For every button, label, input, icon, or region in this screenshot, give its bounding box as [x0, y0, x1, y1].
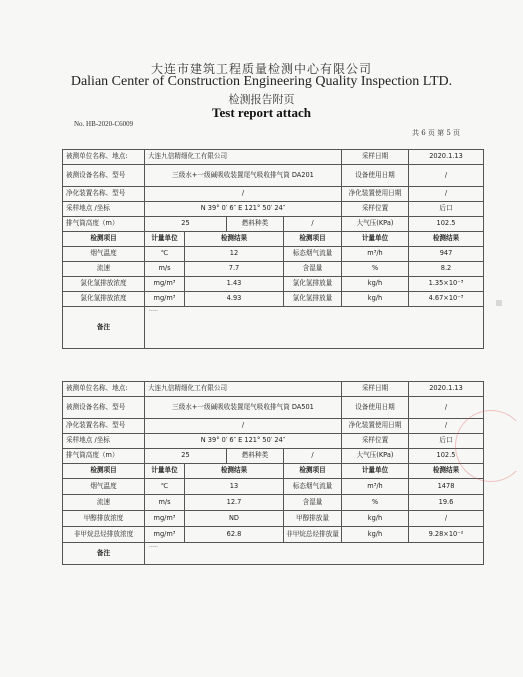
- fuel-label: 燃料种类: [227, 449, 284, 464]
- col-header-result: 检测结果: [185, 232, 284, 247]
- item-result: /: [409, 511, 484, 527]
- pressure-value: 102.5: [409, 217, 484, 232]
- equipment-label: 被测设备名称、型号: [63, 165, 145, 187]
- item-result: 9.28×10⁻²: [409, 527, 484, 543]
- seal-stamp: [455, 410, 523, 482]
- scan-mark: [496, 300, 502, 306]
- pressure-label: 大气压(KPa): [342, 449, 409, 464]
- table-row: [63, 277, 484, 292]
- item-name: 标态烟气流量: [284, 479, 342, 495]
- stack-height-label: 排气筒高度（m）: [63, 449, 145, 464]
- item-result: 1478: [409, 479, 484, 495]
- item-unit: kg/h: [342, 511, 409, 527]
- stack-height-label: 排气筒高度（m）: [63, 217, 145, 232]
- col-header-item: 检测项目: [284, 232, 342, 247]
- item-result: 7.7: [185, 262, 284, 277]
- item-name: 含湿量: [284, 262, 342, 277]
- item-name: 甲醇排放浓度: [63, 511, 145, 527]
- col-header-unit: 计量单位: [342, 464, 409, 479]
- remark-label: 备注: [63, 543, 145, 565]
- col-header-unit: 计量单位: [145, 232, 185, 247]
- organization-name-cn: 大连市建筑工程质量检测中心有限公司: [150, 62, 372, 76]
- remark-value: -----: [145, 543, 484, 565]
- item-name: 烟气温度: [63, 479, 145, 495]
- equipment-date-value: /: [409, 165, 484, 187]
- col-header-unit: 计量单位: [342, 232, 409, 247]
- item-unit: kg/h: [342, 527, 409, 543]
- purifier-date-label: 净化装置使用日期: [342, 187, 409, 202]
- col-header-item: 检测项目: [284, 464, 342, 479]
- test-table-2: [62, 381, 484, 565]
- location-value: N 39° 0′ 6″ E 121° 50′ 24″: [145, 202, 342, 217]
- item-result: 4.67×10⁻³: [409, 292, 484, 307]
- fuel-value: /: [284, 449, 342, 464]
- report-title: Test report attach: [212, 105, 311, 120]
- table-row: [63, 511, 484, 527]
- item-unit: ℃: [145, 479, 185, 495]
- equipment-value: 三级水+一级碱吸收装置尾气吸收排气筒 DA501: [145, 397, 342, 419]
- item-result: 12: [185, 247, 284, 262]
- position-value: 后口: [409, 202, 484, 217]
- company-value: 大连九信精细化工有限公司: [145, 150, 342, 165]
- item-unit: m/s: [145, 495, 185, 511]
- item-unit: mg/m³: [145, 277, 185, 292]
- col-header-item: 检测项目: [63, 232, 145, 247]
- item-unit: %: [342, 262, 409, 277]
- sample-date-value: 2020.1.13: [409, 382, 484, 397]
- item-name: 非甲烷总烃排放量: [284, 527, 342, 543]
- col-header-unit: 计量单位: [145, 464, 185, 479]
- position-label: 采样位置: [342, 202, 409, 217]
- purifier-date-value: /: [409, 187, 484, 202]
- table-row: [63, 479, 484, 495]
- item-name: 含湿量: [284, 495, 342, 511]
- pressure-label: 大气压(KPa): [342, 217, 409, 232]
- sample-date-value: 2020.1.13: [409, 150, 484, 165]
- purifier-value: /: [145, 419, 342, 434]
- item-name: 氯化氢排放量: [284, 292, 342, 307]
- stack-height-value: 25: [145, 217, 227, 232]
- location-label: 采样地点 /坐标: [63, 202, 145, 217]
- col-header-result: 检测结果: [409, 232, 484, 247]
- item-result: 1.43: [185, 277, 284, 292]
- page-indicator: 共 6 页 第 5 页: [412, 129, 461, 137]
- item-name: 烟气温度: [63, 247, 145, 262]
- sample-date-label: 采样日期: [342, 382, 409, 397]
- equipment-label: 被测设备名称、型号: [63, 397, 145, 419]
- table-row: [63, 495, 484, 511]
- test-table-1: [62, 149, 484, 349]
- item-result: 13: [185, 479, 284, 495]
- item-name: 氯化氢排放量: [284, 277, 342, 292]
- col-header-item: 检测项目: [63, 464, 145, 479]
- equipment-date-label: 设备使用日期: [342, 165, 409, 187]
- remark-value: -----: [145, 307, 484, 349]
- table-row: [63, 262, 484, 277]
- item-name: 氯化氢排放浓度: [63, 277, 145, 292]
- item-name: 非甲烷总烃排放浓度: [63, 527, 145, 543]
- company-value: 大连九信精细化工有限公司: [145, 382, 342, 397]
- item-result: 62.8: [185, 527, 284, 543]
- purifier-label: 净化装置名称、型号: [63, 419, 145, 434]
- fuel-value: /: [284, 217, 342, 232]
- equipment-date-label: 设备使用日期: [342, 397, 409, 419]
- stack-height-value: 25: [145, 449, 227, 464]
- item-unit: mg/m³: [145, 511, 185, 527]
- pressure-value: 102.5: [409, 449, 484, 464]
- item-result: 947: [409, 247, 484, 262]
- col-header-result: 检测结果: [409, 464, 484, 479]
- purifier-value: /: [145, 187, 342, 202]
- sample-date-label: 采样日期: [342, 150, 409, 165]
- item-unit: kg/h: [342, 292, 409, 307]
- item-result: 4.93: [185, 292, 284, 307]
- item-result: ND: [185, 511, 284, 527]
- item-name: 标态烟气流量: [284, 247, 342, 262]
- item-unit: mg/m³: [145, 292, 185, 307]
- position-label: 采样位置: [342, 434, 409, 449]
- item-unit: ℃: [145, 247, 185, 262]
- table-row: [63, 527, 484, 543]
- company-label: 被测单位名称、地点:: [63, 382, 145, 397]
- item-name: 流速: [63, 495, 145, 511]
- item-result: 8.2: [409, 262, 484, 277]
- report-subtitle: 检测报告附页: [228, 93, 295, 106]
- item-result: 12.7: [185, 495, 284, 511]
- item-result: 1.35×10⁻³: [409, 277, 484, 292]
- table-row: [63, 247, 484, 262]
- purifier-label: 净化装置名称、型号: [63, 187, 145, 202]
- equipment-value: 三级水+一级碱吸收装置尾气吸收排气筒 DA201: [145, 165, 342, 187]
- position-value: 后口: [409, 434, 484, 449]
- location-label: 采样地点 /坐标: [63, 434, 145, 449]
- item-unit: m/s: [145, 262, 185, 277]
- report-number: No. HB-2020-C6009: [74, 120, 134, 128]
- item-unit: m³/h: [342, 479, 409, 495]
- item-name: 氯化氢排放浓度: [63, 292, 145, 307]
- organization-name-en: Dalian Center of Construction Engineering Quality Inspection LTD.: [70, 74, 453, 89]
- col-header-result: 检测结果: [185, 464, 284, 479]
- remark-label: 备注: [63, 307, 145, 349]
- item-name: 流速: [63, 262, 145, 277]
- item-unit: m³/h: [342, 247, 409, 262]
- item-name: 甲醇排放量: [284, 511, 342, 527]
- item-unit: mg/m³: [145, 527, 185, 543]
- equipment-date-value: /: [409, 397, 484, 419]
- location-value: N 39° 0′ 6″ E 121° 50′ 24″: [145, 434, 342, 449]
- item-unit: %: [342, 495, 409, 511]
- company-label: 被测单位名称、地点:: [63, 150, 145, 165]
- item-result: 19.6: [409, 495, 484, 511]
- fuel-label: 燃料种类: [227, 217, 284, 232]
- table-row: [63, 292, 484, 307]
- purifier-date-value: /: [409, 419, 484, 434]
- item-unit: kg/h: [342, 277, 409, 292]
- purifier-date-label: 净化装置使用日期: [342, 419, 409, 434]
